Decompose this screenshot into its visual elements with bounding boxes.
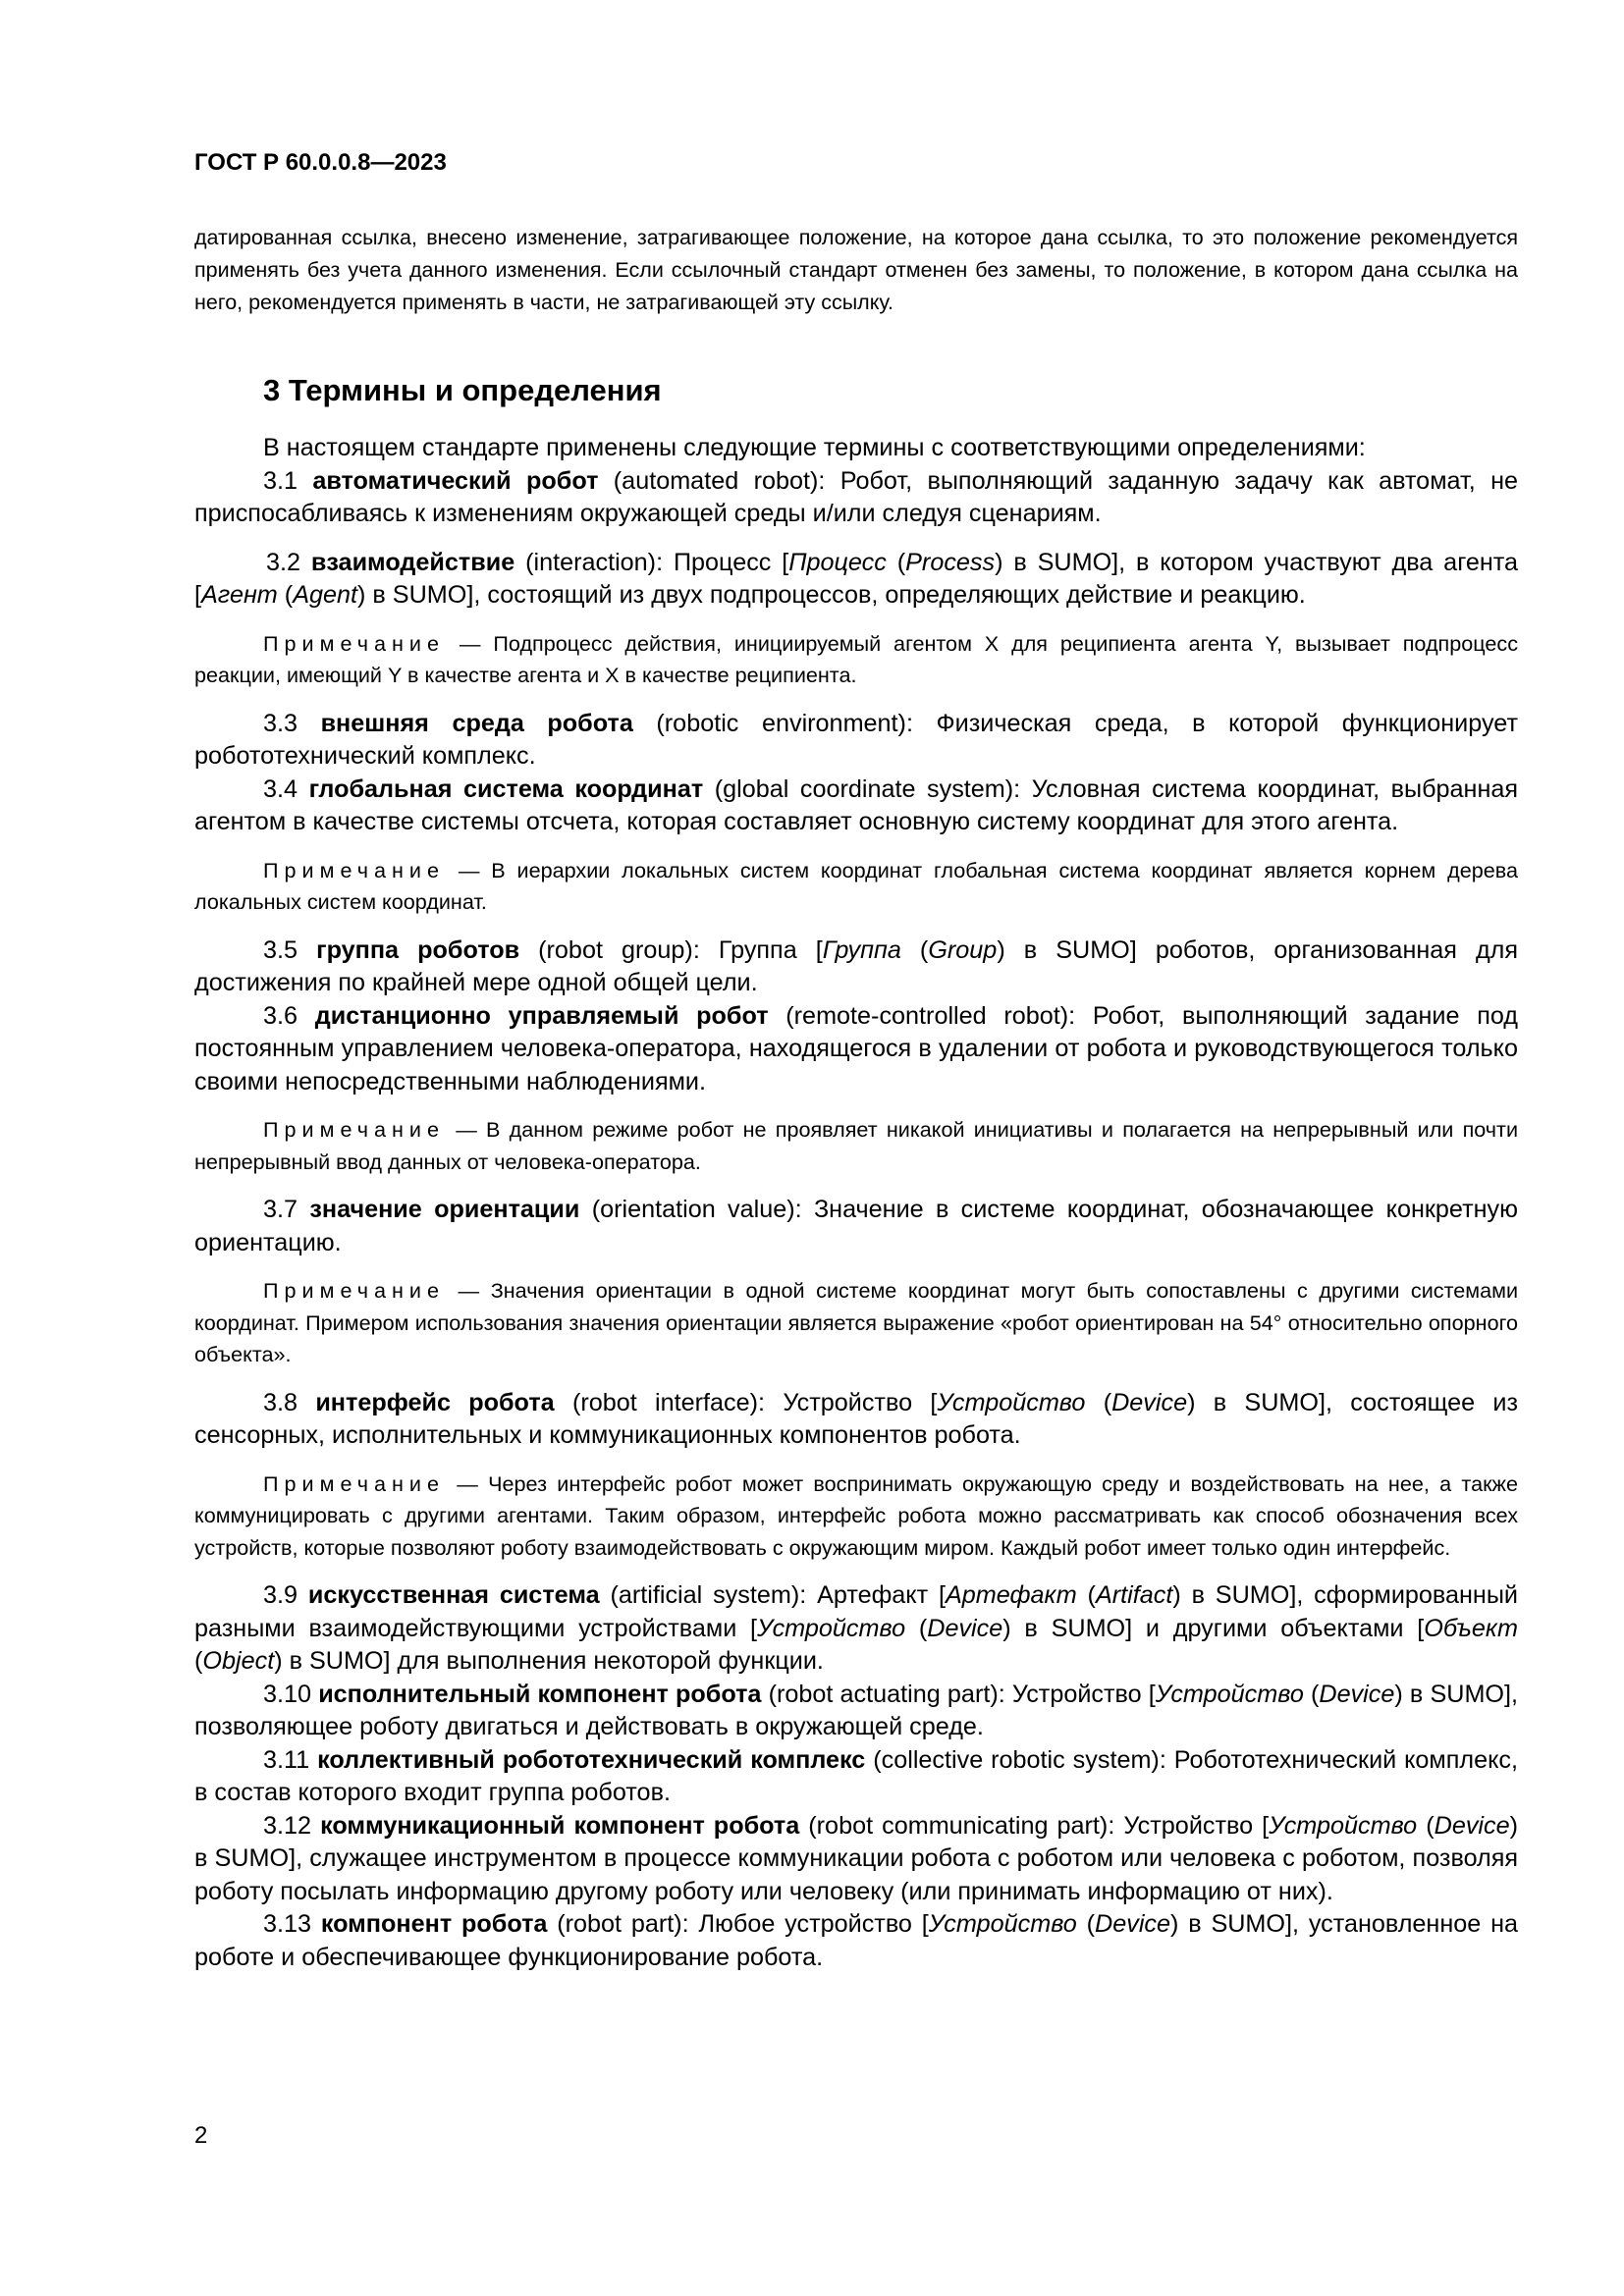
- sumo-ru-term: Объект: [1424, 1614, 1518, 1642]
- term-number: 3.9: [263, 1581, 308, 1609]
- definition-text: ) в SUMO], установленное на роботе и обеспечивающее функционирование робота.: [194, 1910, 1518, 1971]
- note-3-2: [194, 628, 1518, 692]
- definition-text: (: [1076, 1910, 1096, 1938]
- page-number: 2: [194, 2122, 208, 2149]
- note-dash: —: [447, 1278, 491, 1303]
- term-3-1: [194, 465, 1518, 531]
- definition-text: Устройство [: [1011, 1680, 1156, 1708]
- definition-text: ) в SUMO], позволяющее роботу двигаться и действовать в окружающей среде.: [194, 1680, 1519, 1740]
- term-number: 3.7: [263, 1196, 310, 1223]
- term-number: 3.1: [263, 466, 313, 495]
- note-3-6: [194, 1114, 1518, 1178]
- note-text: Значения ориентации в одной системе координат могут быть сопоставлены с другими системами координат. Примером использования значения ориентации является выражение «робот ориентирован на 54° относительно опорного объекта».: [194, 1278, 1519, 1366]
- term-number: 3.13: [263, 1910, 321, 1938]
- term-english: (robot communicating part):: [799, 1811, 1124, 1840]
- sumo-en-term: Agent: [293, 581, 358, 609]
- term-name: внешняя среда робота: [320, 709, 633, 737]
- term-3-10: [194, 1679, 1518, 1744]
- definition-text: Артефакт [: [817, 1581, 946, 1609]
- note-label: Примечание: [263, 1278, 445, 1303]
- definition-text: ) в SUMO], состоящее из сенсорных, исполнительных и коммуникационных компонентов робота.: [194, 1388, 1519, 1449]
- term-name: автоматический робот: [312, 466, 599, 495]
- definition-text: ) в SUMO], служащее инструментом в процессе коммуникации робота с роботом или человека с роботом, позволяя роботу посылать информацию другому роботу или человеку (или принимать информацию от них).: [194, 1811, 1519, 1905]
- term-3-9: [194, 1579, 1518, 1679]
- sumo-ru-term: Артефакт: [945, 1581, 1077, 1609]
- sumo-ru-term: Устройство: [757, 1614, 906, 1642]
- term-name: коммуникационный компонент робота: [320, 1811, 800, 1840]
- term-3-3: [194, 708, 1518, 774]
- term-english: (orientation value):: [579, 1196, 814, 1223]
- note-text: В иерархии локальных систем координат глобальная система координат является корнем дерева локальных систем координат.: [194, 857, 1518, 914]
- sumo-en-term: Object: [202, 1647, 275, 1675]
- term-number: 3.10: [263, 1680, 319, 1708]
- definition-text: Группа [: [718, 935, 823, 964]
- sumo-en-term: Artifact: [1095, 1581, 1173, 1609]
- definition-text: Устройство [: [1123, 1811, 1270, 1840]
- intro-paragraph: датированная ссылка, внесено изменение, затрагивающее положение, на которое дана ссылка, то это положение рекомендуется применять без учета данного изменения. Если ссылочный стандарт отменен без замены, то положение, в котором дана ссылка на него, рекомендуется применять в части, не затрагивающей эту ссылку.: [194, 226, 1518, 314]
- term-english: (robotic environment):: [632, 709, 937, 737]
- definition-text: (: [1417, 1811, 1435, 1840]
- definition-text: (: [1076, 1581, 1096, 1609]
- note-label: Примечание: [263, 857, 445, 882]
- definition-text: ) в SUMO], состоящий из двух подпроцессов, определяющих действие и реакцию.: [357, 581, 1306, 609]
- note-label: Примечание: [263, 1117, 445, 1142]
- sumo-ru-term: Группа: [822, 935, 901, 964]
- term-name: компонент робота: [320, 1910, 548, 1938]
- term-3-11: [194, 1744, 1518, 1810]
- note-text: Через интерфейс робот может воспринимать окружающую среду и воздействовать на нее, а также коммуницировать с другими агентами. Таким образом, интерфейс робота можно рассматривать как способ обозначения всех устройств, которые позволяют роботу взаимодействовать с окружающим миром. Каждый робот имеет только один интерфейс.: [194, 1470, 1518, 1560]
- standard-code-header: ГОСТ Р 60.0.0.8—2023: [194, 149, 447, 176]
- definition-text: (: [905, 1614, 928, 1642]
- terms-body: [194, 432, 1518, 1974]
- section-lead: В настоящем стандарте применены следующие термины с соответствующими определениями:: [263, 434, 1366, 461]
- note-3-7: [194, 1275, 1518, 1371]
- sumo-en-term: Device: [1095, 1910, 1171, 1938]
- note-label: Примечание: [263, 1470, 445, 1496]
- term-english: (robot group):: [519, 935, 719, 964]
- sumo-ru-term: Агент: [201, 581, 278, 609]
- definition-text: Процесс [: [673, 548, 789, 576]
- term-name: глобальная система координат: [308, 774, 704, 803]
- section-title: 3 Термины и определения: [263, 373, 662, 407]
- sumo-en-term: Device: [927, 1614, 1003, 1642]
- term-number: 3.6: [263, 1001, 315, 1030]
- term-name: группа роботов: [316, 935, 520, 964]
- sumo-ru-term: Устройство: [928, 1910, 1077, 1938]
- note-text: В данном режиме робот не проявляет никакой инициативы и полагается на непрерывный или почти непрерывный ввод данных от человека-оператора.: [194, 1117, 1519, 1174]
- term-3-7: [194, 1194, 1518, 1259]
- sumo-en-term: Group: [928, 935, 998, 964]
- definition-text: (: [277, 581, 294, 609]
- note-3-4: [194, 855, 1518, 919]
- definition-text: ) в SUMO] для выполнения некоторой функции.: [274, 1647, 824, 1675]
- definition-text: (: [900, 935, 929, 964]
- sumo-en-term: Device: [1434, 1811, 1510, 1840]
- definition-text: (: [1085, 1388, 1112, 1416]
- term-number: 3.5: [263, 935, 317, 964]
- note-dash: —: [447, 857, 492, 882]
- term-definition: Условная система координат, выбранная агентом в качестве системы отсчета, которая составляет основную систему координат для этого агента.: [194, 774, 1518, 835]
- term-name: значение ориентации: [309, 1196, 580, 1223]
- note-dash: —: [447, 1117, 487, 1142]
- term-number: 3.11: [263, 1745, 318, 1774]
- note-dash: —: [447, 1470, 489, 1496]
- term-number: 3.8: [263, 1388, 316, 1416]
- term-english: (robot actuating part):: [761, 1680, 1012, 1708]
- note-3-8: [194, 1468, 1518, 1565]
- sumo-en-term: Process: [905, 548, 996, 576]
- note-dash: —: [447, 630, 494, 656]
- term-name: дистанционно управляемый робот: [314, 1001, 769, 1030]
- term-3-2: [194, 547, 1518, 613]
- definition-text: Любое устройство [: [698, 1910, 929, 1938]
- term-name: исполнительный компонент робота: [318, 1680, 762, 1708]
- term-name: интерфейс робота: [315, 1388, 555, 1416]
- definition-text: ) в SUMO], в котором участвуют два агента [: [194, 548, 1519, 609]
- sumo-ru-term: Устройство: [1155, 1680, 1304, 1708]
- sumo-en-term: Device: [1319, 1680, 1395, 1708]
- term-definition: Робот, выполняющий заданную задачу как автомат, не приспосабливаясь к изменениям окружающей среды и/или следуя сценариям.: [194, 466, 1518, 527]
- term-english: (robot part):: [547, 1910, 699, 1938]
- definition-text: ) в SUMO], сформированный разными взаимодействующими устройствами [: [194, 1581, 1519, 1642]
- term-english: (robot interface):: [554, 1388, 784, 1416]
- term-number: 3.4: [263, 774, 309, 803]
- definition-text: (: [194, 1647, 203, 1675]
- definition-text: (: [1303, 1680, 1320, 1708]
- note-label: Примечание: [263, 630, 445, 656]
- term-english: (automated robot):: [598, 466, 840, 495]
- definition-text: ) в SUMO] роботов, организованная для достижения по крайней мере одной общей цели.: [194, 935, 1518, 996]
- term-3-8: [194, 1387, 1518, 1453]
- term-english: (global coordinate system):: [703, 774, 1032, 803]
- term-definition: Робот, выполняющий задание под постоянным управлением человека-оператора, находящегося в удалении от робота и руководствующегося только своими непосредственными наблюдениями.: [194, 1001, 1518, 1095]
- term-3-6: [194, 1000, 1518, 1099]
- definition-text: (: [886, 548, 906, 576]
- term-definition: Робототехнический комплекс, в состав которого входит группа роботов.: [194, 1745, 1518, 1806]
- term-definition: Физическая среда, в которой функционирует робототехнический комплекс.: [194, 709, 1518, 770]
- term-name: коллективный робототехнический комплекс: [317, 1745, 866, 1774]
- term-3-4: [194, 774, 1518, 839]
- term-number: 3.3: [263, 709, 321, 737]
- term-english: (artificial system):: [599, 1581, 818, 1609]
- term-english: (remote-controlled robot):: [768, 1001, 1093, 1030]
- term-name: искусственная система: [307, 1581, 600, 1609]
- definition-text: ) в SUMO] и другими объектами [: [1002, 1614, 1425, 1642]
- sumo-ru-term: Устройство: [937, 1388, 1086, 1416]
- definition-text: Устройство [: [783, 1388, 938, 1416]
- term-3-13: [194, 1908, 1518, 1974]
- term-3-5: [194, 934, 1518, 1000]
- note-text: Подпроцесс действия, инициируемый агентом X для реципиента агента Y, вызывает подпроцесс реакции, имеющий Y в качестве агента и X в качестве реципиента.: [194, 630, 1518, 687]
- term-english: (interaction):: [514, 548, 674, 576]
- term-definition: Значение в системе координат, обозначающее конкретную ориентацию.: [194, 1196, 1518, 1256]
- term-name: взаимодействие: [310, 548, 515, 576]
- sumo-ru-term: Процесс: [788, 548, 887, 576]
- sumo-en-term: Device: [1111, 1388, 1188, 1416]
- sumo-ru-term: Устройство: [1269, 1811, 1418, 1840]
- term-number: 3.12: [263, 1811, 321, 1840]
- term-number: 3.2: [266, 548, 311, 576]
- term-english: (collective robotic system):: [865, 1745, 1174, 1774]
- term-3-12: [194, 1810, 1518, 1909]
